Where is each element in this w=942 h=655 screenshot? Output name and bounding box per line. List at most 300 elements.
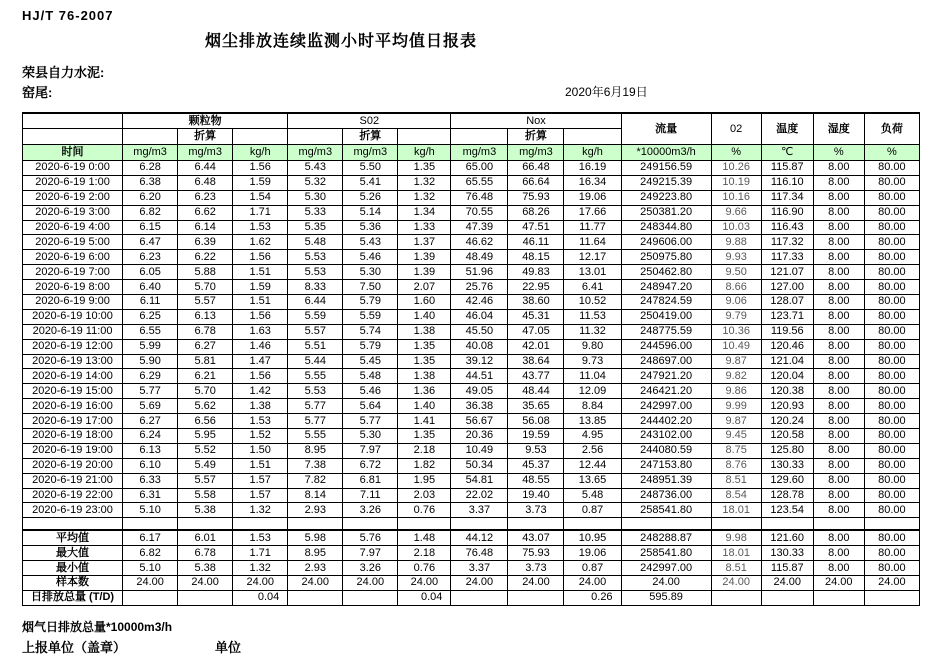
cell: 121.60 [761,530,813,545]
cell: 7.50 [343,280,398,295]
cell: 5.90 [123,354,178,369]
cell: 250462.80 [621,265,711,280]
cell: 120.04 [761,369,813,384]
cell: 18.01 [711,503,761,518]
cell: 5.70 [178,384,233,399]
cell: 1.56 [233,309,288,324]
cell: 9.73 [564,354,621,369]
time-cell: 2020-6-19 7:00 [23,265,123,280]
cell: 6.22 [178,250,233,265]
summary-row [23,561,920,576]
cell: 6.29 [123,369,178,384]
cell: 1.56 [233,250,288,265]
cell: 10.95 [564,530,621,545]
cell: 49.83 [508,265,564,280]
cell: 38.60 [508,295,564,310]
cell: 115.87 [761,561,813,576]
cell: 5.44 [288,354,343,369]
cell: 243102.00 [621,429,711,444]
cell: 5.70 [178,280,233,295]
time-cell: 2020-6-19 19:00 [23,443,123,458]
table-row [23,414,920,429]
time-cell: 2020-6-19 22:00 [23,488,123,503]
cell: 5.46 [343,250,398,265]
cell: 1.57 [233,488,288,503]
table-row [23,235,920,250]
table-row [23,205,920,220]
cell: 6.15 [123,220,178,235]
cell: 6.38 [123,175,178,190]
cell: 5.38 [178,561,233,576]
footer-line [22,637,242,655]
cell [813,590,864,605]
unit-label: mg/m3 [288,145,343,161]
cell: 48.55 [508,473,564,488]
cell: 80.00 [864,561,919,576]
cell: 1.32 [398,190,451,205]
summary-row [23,530,920,545]
cell [621,518,711,531]
cell: 9.98 [711,530,761,545]
unit-label: mg/m3 [178,145,233,161]
time-cell: 2020-6-19 21:00 [23,473,123,488]
cell: 1.59 [233,280,288,295]
cell: 244596.00 [621,339,711,354]
cell: 1.57 [233,473,288,488]
cell: 0.87 [564,561,621,576]
table-row [23,265,920,280]
cell: 1.82 [398,458,451,473]
cell: 9.93 [711,250,761,265]
table-row [23,309,920,324]
cell: 1.62 [233,235,288,250]
cell: 80.00 [864,354,919,369]
cell [711,590,761,605]
table-row [23,384,920,399]
cell: 9.99 [711,399,761,414]
cell: 248736.00 [621,488,711,503]
cell: 80.00 [864,309,919,324]
cell: 76.48 [451,190,508,205]
cell: 8.00 [813,235,864,250]
blank-cell [23,113,123,129]
cell: 8.00 [813,546,864,561]
cell: 11.53 [564,309,621,324]
cell: 16.19 [564,161,621,176]
cell: 6.31 [123,488,178,503]
cell: 6.82 [123,546,178,561]
cell: 6.78 [178,324,233,339]
cell: 24.00 [621,576,711,591]
cell: 8.00 [813,280,864,295]
cell: 10.26 [711,161,761,176]
cell: 250381.20 [621,205,711,220]
cell: 5.36 [343,220,398,235]
col-temperature: 温度 [761,113,813,145]
time-cell: 2020-6-19 2:00 [23,190,123,205]
time-cell: 2020-6-19 9:00 [23,295,123,310]
cell: 5.77 [123,384,178,399]
cell: 0.87 [564,503,621,518]
cell [451,590,508,605]
cell: 1.35 [398,354,451,369]
cell: 115.87 [761,161,813,176]
cell: 247921.20 [621,369,711,384]
cell: 5.77 [288,399,343,414]
cell: 2.03 [398,488,451,503]
cell: 6.27 [178,339,233,354]
cell: 120.38 [761,384,813,399]
cell: 1.38 [233,399,288,414]
cell: 80.00 [864,324,919,339]
cell: 6.28 [123,161,178,176]
cell: 8.00 [813,339,864,354]
cell [864,518,919,531]
cell: 5.38 [178,503,233,518]
summary-row [23,546,920,561]
cell: 35.65 [508,399,564,414]
page-title: 烟尘排放连续监测小时平均值日报表 [205,33,478,50]
cell: 42.46 [451,295,508,310]
cell: 6.17 [123,530,178,545]
cell: 47.51 [508,220,564,235]
cell [123,518,178,531]
cell: 1.32 [233,503,288,518]
cell: 5.57 [178,295,233,310]
blank-cell [233,129,288,145]
cell: 5.50 [343,161,398,176]
cell: 0.76 [398,561,451,576]
cell: 127.00 [761,280,813,295]
cell: 5.10 [123,561,178,576]
cell: 10.52 [564,295,621,310]
cell: 80.00 [864,546,919,561]
cell: 5.46 [343,384,398,399]
cell: 129.60 [761,473,813,488]
cell: 5.58 [178,488,233,503]
time-cell: 2020-6-19 11:00 [23,324,123,339]
cell: 8.00 [813,295,864,310]
cell: 75.93 [508,546,564,561]
cell: 6.10 [123,458,178,473]
cell: 5.41 [343,175,398,190]
cell: 5.57 [178,473,233,488]
cell: 3.26 [343,503,398,518]
blank-cell [398,129,451,145]
cell: 125.80 [761,443,813,458]
cell: 123.54 [761,503,813,518]
cell: 250975.80 [621,250,711,265]
cell: 5.55 [288,369,343,384]
summary-row [23,590,920,605]
cell: 248697.00 [621,354,711,369]
cell: 8.00 [813,414,864,429]
cell [178,518,233,531]
cell: 1.33 [398,220,451,235]
time-cell: 2020-6-19 23:00 [23,503,123,518]
cell: 5.79 [343,339,398,354]
cell: 5.30 [343,265,398,280]
table-row [23,295,920,310]
cell: 6.05 [123,265,178,280]
table-row [23,161,920,176]
cell [508,590,564,605]
cell: 8.00 [813,503,864,518]
cell: 3.37 [451,561,508,576]
cell: 5.77 [343,414,398,429]
cell: 1.60 [398,295,451,310]
cell: 80.00 [864,530,919,545]
table-row [23,324,920,339]
col-o2: 02 [711,113,761,145]
cell: 1.39 [398,265,451,280]
table-row [23,220,920,235]
cell: 1.37 [398,235,451,250]
cell: 46.04 [451,309,508,324]
cell: 5.69 [123,399,178,414]
time-cell: 2020-6-19 6:00 [23,250,123,265]
cell: 2.18 [398,443,451,458]
cell: 80.00 [864,339,919,354]
unit-label: % [711,145,761,161]
cell: 0.04 [233,590,288,605]
data-rows [23,161,920,518]
cell: 80.00 [864,429,919,444]
summary-row [23,518,920,531]
blank-cell [23,129,123,145]
cell: 123.71 [761,309,813,324]
cell: 1.51 [233,458,288,473]
cell: 7.97 [343,546,398,561]
cell: 5.98 [288,530,343,545]
cell: 8.00 [813,205,864,220]
cell: 8.51 [711,473,761,488]
cell: 80.00 [864,488,919,503]
cell: 6.44 [178,161,233,176]
cell: 1.48 [398,530,451,545]
cell: 56.67 [451,414,508,429]
cell: 12.44 [564,458,621,473]
cell: 120.46 [761,339,813,354]
cell: 8.00 [813,250,864,265]
cell: 5.48 [288,235,343,250]
cell [761,590,813,605]
cell: 3.37 [451,503,508,518]
cell: 44.12 [451,530,508,545]
table-row [23,443,920,458]
cell: 80.00 [864,295,919,310]
cell: 5.53 [288,250,343,265]
summary-rows [23,518,920,605]
cell: 1.46 [233,339,288,354]
time-cell: 2020-6-19 12:00 [23,339,123,354]
cell: 10.19 [711,175,761,190]
group-so2: S02 [288,113,451,129]
cell: 8.66 [711,280,761,295]
cell: 24.00 [508,576,564,591]
cell: 12.17 [564,250,621,265]
cell: 80.00 [864,161,919,176]
group-particulate: 颗粒物 [123,113,288,129]
cell: 51.96 [451,265,508,280]
cell: 5.59 [288,309,343,324]
cell: 1.35 [398,429,451,444]
header-units-row [23,145,920,161]
cell: 75.93 [508,190,564,205]
cell: 121.07 [761,265,813,280]
cell: 16.34 [564,175,621,190]
cell: 0.26 [564,590,621,605]
cell: 11.77 [564,220,621,235]
cell: 116.43 [761,220,813,235]
time-cell: 2020-6-19 14:00 [23,369,123,384]
cell: 11.04 [564,369,621,384]
summary-label-cell: 最大值 [23,546,123,561]
cell: 1.39 [398,250,451,265]
cell: 20.36 [451,429,508,444]
time-cell: 2020-6-19 4:00 [23,220,123,235]
cell: 80.00 [864,280,919,295]
cell: 7.82 [288,473,343,488]
time-cell: 2020-6-19 8:00 [23,280,123,295]
cell: 44.51 [451,369,508,384]
cell: 258541.80 [621,503,711,518]
cell: 24.00 [864,576,919,591]
cell: 80.00 [864,220,919,235]
cell: 5.53 [288,384,343,399]
time-cell: 2020-6-19 18:00 [23,429,123,444]
unit-label: % [864,145,919,161]
cell: 8.00 [813,443,864,458]
cell: 7.11 [343,488,398,503]
unit-label: kg/h [564,145,621,161]
cell [864,590,919,605]
cell: 1.40 [398,399,451,414]
cell: 22.95 [508,280,564,295]
cell: 247153.80 [621,458,711,473]
cell [564,518,621,531]
cell: 6.23 [123,250,178,265]
time-cell: 2020-6-19 10:00 [23,309,123,324]
blank-cell [123,129,178,145]
cell: 24.00 [123,576,178,591]
table-row [23,354,920,369]
cell: 3.73 [508,503,564,518]
cell: 80.00 [864,443,919,458]
cell: 5.35 [288,220,343,235]
unit-label: ℃ [761,145,813,161]
cell: 1.51 [233,265,288,280]
table-row [23,250,920,265]
cell: 10.03 [711,220,761,235]
cell: 8.33 [288,280,343,295]
cell: 8.84 [564,399,621,414]
cell: 6.14 [178,220,233,235]
cell: 1.41 [398,414,451,429]
cell: 246421.20 [621,384,711,399]
summary-label-cell: 平均值 [23,530,123,545]
cell: 130.33 [761,458,813,473]
cell: 10.49 [451,443,508,458]
cell: 65.00 [451,161,508,176]
cell: 80.00 [864,414,919,429]
cell: 48.44 [508,384,564,399]
cell [508,518,564,531]
summary-label-cell [23,518,123,531]
cell: 68.26 [508,205,564,220]
cell: 5.43 [288,161,343,176]
cell: 1.50 [233,443,288,458]
cell: 50.34 [451,458,508,473]
cell: 1.36 [398,384,451,399]
cell: 5.14 [343,205,398,220]
table-row [23,503,920,518]
cell: 24.00 [178,576,233,591]
cell: 45.37 [508,458,564,473]
cell: 8.00 [813,429,864,444]
report-table [22,112,920,606]
cell: 5.48 [343,369,398,384]
cell: 1.71 [233,546,288,561]
time-cell: 2020-6-19 16:00 [23,399,123,414]
cell: 2.93 [288,561,343,576]
cell: 1.71 [233,205,288,220]
time-column-label: 时间 [23,145,123,161]
cell: 1.34 [398,205,451,220]
unit-label: % [813,145,864,161]
summary-label-cell: 样本数 [23,576,123,591]
cell: 48.15 [508,250,564,265]
cell: 24.00 [451,576,508,591]
cell: 8.51 [711,561,761,576]
cell: 7.38 [288,458,343,473]
cell: 7.97 [343,443,398,458]
cell: 5.59 [343,309,398,324]
cell: 5.55 [288,429,343,444]
cell: 5.51 [288,339,343,354]
cell: 5.95 [178,429,233,444]
cell: 6.21 [178,369,233,384]
cell: 10.36 [711,324,761,339]
cell: 1.40 [398,309,451,324]
cell: 6.27 [123,414,178,429]
cell: 5.64 [343,399,398,414]
cell: 8.00 [813,354,864,369]
cell: 13.65 [564,473,621,488]
cell: 9.79 [711,309,761,324]
cell: 1.53 [233,530,288,545]
cell [398,518,451,531]
cell: 40.08 [451,339,508,354]
cell: 66.64 [508,175,564,190]
cell: 116.10 [761,175,813,190]
cell: 6.13 [123,443,178,458]
cell: 48.49 [451,250,508,265]
cell: 1.32 [398,175,451,190]
cell: 6.78 [178,546,233,561]
cell: 5.49 [178,458,233,473]
cell: 5.53 [288,265,343,280]
cell: 117.34 [761,190,813,205]
cell: 24.00 [564,576,621,591]
converted-label: 折算 [343,129,398,145]
cell: 242997.00 [621,399,711,414]
cell: 248951.39 [621,473,711,488]
cell: 19.06 [564,546,621,561]
cell: 2.56 [564,443,621,458]
cell: 13.85 [564,414,621,429]
cell: 47.05 [508,324,564,339]
